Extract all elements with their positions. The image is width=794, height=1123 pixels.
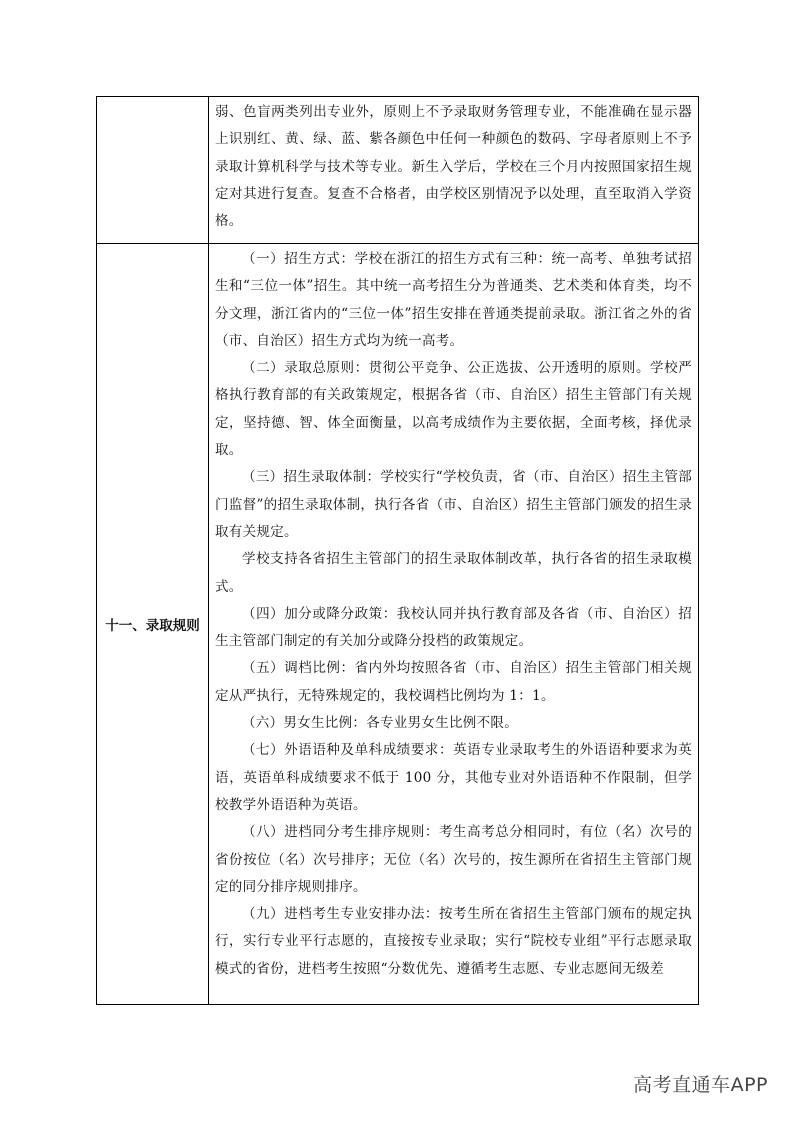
section-content-cell: [209, 244, 699, 1005]
table-row-health-requirements: [97, 97, 699, 244]
paragraph-admission-system: （三）招生录取体制：学校实行“学校负责，省（市、自治区）招生主管部门监督”的招生录取体制，执行各省（市、自治区）招生主管部门颁发的招生录取有关规定。: [215, 469, 692, 540]
paragraph-reform-support: 学校支持各省招生主管部门的招生录取体制改革，执行各省的招生录取模式。: [215, 551, 692, 595]
paragraph-tie-ranking: （八）进档同分考生排序规则：考生高考总分相同时，有位（名）次号的省份按位（名）次号排序；无位（名）次号的，按生源所在省招生主管部门规定的同分排序规则排序。: [215, 824, 692, 895]
section-content-cell: [209, 97, 699, 244]
paragraph-major-assignment: （九）进档考生专业安排办法：按考生所在省招生主管部门颁布的规定执行，实行专业平行志愿的，直接按专业录取；实行“院校专业组”平行志愿录取模式的省份，进档考生按照“分数优先、遵循考生志愿、专业志愿间无级差: [215, 906, 692, 977]
section-label-cell: [97, 97, 209, 244]
paragraph-file-ratio: （五）调档比例：省内外均按照各省（市、自治区）招生主管部门相关规定从严执行，无特殊规定的，我校调档比例均为 1：1。: [215, 660, 692, 704]
admission-rules-table: [96, 96, 699, 1005]
paragraph-admission-methods: （一）招生方式：学校在浙江的招生方式有三种：统一高考、单独考试招生和“三位一体”招生。其中统一高考招生分为普通类、艺术类和体育类，均不分文理，浙江省内的“三位一体”招生安排在普通类提前录取。浙江省之外的省（市、自治区）招生方式均为统一高考。: [215, 251, 692, 349]
section-label: 十一、录取规则: [105, 618, 200, 634]
paragraph-gender-ratio: （六）男女生比例：各专业男女生比例不限。: [242, 715, 518, 732]
paragraph: 弱、色盲两类列出专业外，原则上不予录取财务管理专业，不能准确在显示器上识别红、黄、绿、蓝、紫各颜色中任何一种颜色的数码、字母者原则上不予录取计算机科学与技术等专业。新生入学后，学校在三个月内按照国家招生规定对其进行复查。复查不合格者，由学校区别情况予以处理，直至取消入学资格。: [215, 104, 692, 230]
table-row-admission-rules: [97, 244, 699, 1005]
section-label-cell: [97, 244, 209, 1005]
paragraph-bonus-policy: （四）加分或降分政策：我校认同并执行教育部及各省（市、自治区）招生主管部门制定的有关加分或降分投档的政策规定。: [215, 605, 692, 650]
paragraph-general-principles: （二）录取总原则：贯彻公平竞争、公正选拔、公开透明的原则。学校严格执行教育部的有关政策规定，根据各省（市、自治区）招生主管部门有关规定，坚持德、智、体全面衡量，以高考成绩作为主要依据，全面考核，择优录取。: [215, 360, 692, 459]
paragraph-foreign-language: （七）外语语种及单科成绩要求：英语专业录取考生的外语语种要求为英语，英语单科成绩要求不低于 100 分，其他专业对外语语种不作限制，但学校教学外语语种为英语。: [215, 742, 692, 813]
watermark-text: 高考直通车APP: [633, 1074, 768, 1096]
